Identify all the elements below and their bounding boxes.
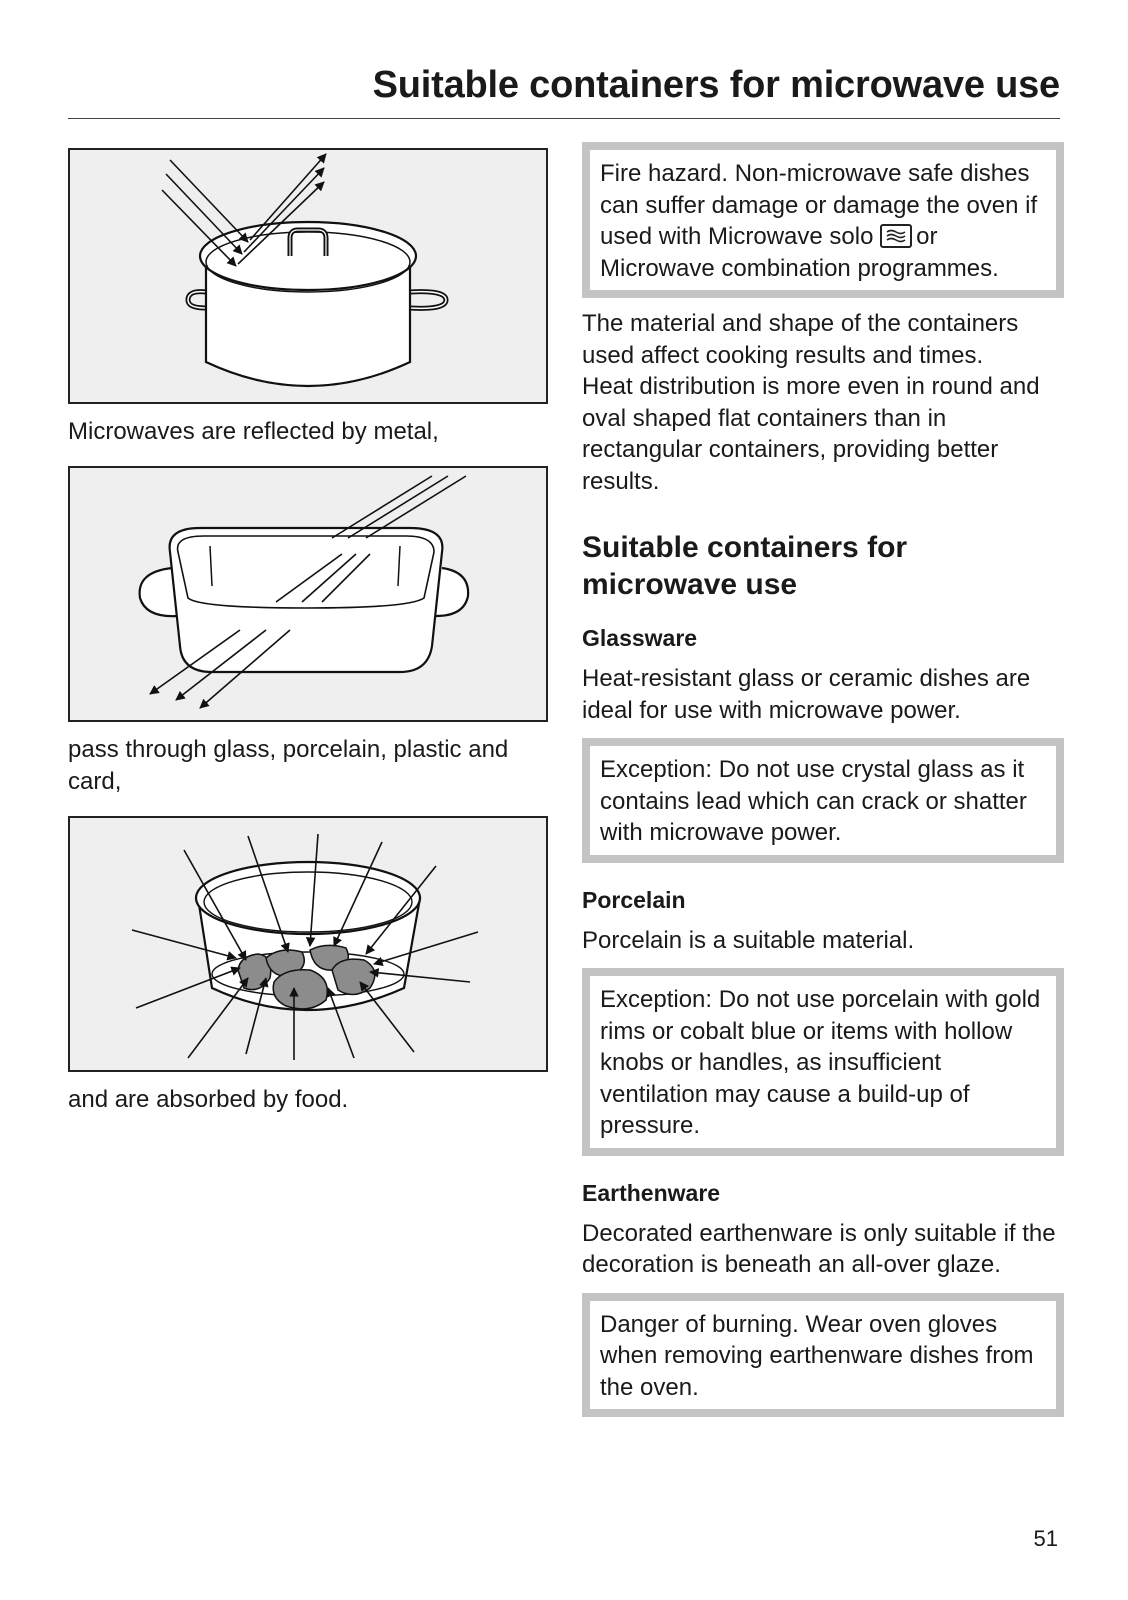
figure-food-bowl xyxy=(68,816,548,1072)
food-absorption-illustration xyxy=(70,818,546,1070)
page-title: Suitable containers for microwave use xyxy=(372,64,1060,106)
text-column xyxy=(582,142,1064,1417)
page-number: 51 xyxy=(1033,1526,1058,1551)
figure-metal-pot xyxy=(68,148,548,404)
page-header xyxy=(68,60,1060,119)
glassware-exception-text: Exception: Do not use crystal glass as it contains lead which can crack or shatter with microwave power. xyxy=(600,756,1027,846)
fire-hazard-text-2: or Microwave combination programmes. xyxy=(600,223,999,282)
glassware-exception-note xyxy=(582,738,1064,863)
porcelain-exception-note xyxy=(582,968,1064,1156)
glass-dish-transmission-illustration xyxy=(70,468,546,720)
microwave-solo-icon xyxy=(880,224,912,248)
glassware-heading: Glassware xyxy=(582,625,698,651)
figure-caption-glass: pass through glass, porcelain, plastic and card, xyxy=(68,736,509,795)
porcelain-exception-text: Exception: Do not use porcelain with gold rims or cobalt blue or items with hollow knobs or handles, as insufficient ventilation may cause a build-up of pressure. xyxy=(600,986,1041,1139)
burning-warning-note xyxy=(582,1293,1064,1418)
earthenware-text: Decorated earthenware is only suitable if the decoration is beneath an all-over glaze. xyxy=(582,1219,1056,1278)
fire-hazard-warning xyxy=(582,142,1064,298)
earthenware-heading: Earthenware xyxy=(582,1179,721,1206)
glassware-text: Heat-resistant glass or ceramic dishes are ideal for use with microwave power. xyxy=(582,665,1031,724)
illustrations-column xyxy=(68,148,552,1134)
burning-warning-text: Danger of burning. Wear oven gloves when removing earthenware dishes from the oven. xyxy=(600,1310,1034,1401)
figure-glass-dish xyxy=(68,466,548,722)
metal-pot-reflection-illustration xyxy=(70,150,546,402)
fire-hazard-text-1: Fire hazard. Non-microwave safe dishes can suffer damage or damage the oven if used with Microwave solo xyxy=(600,160,1038,250)
intro-paragraph-2: Heat distribution is more even in round and oval shaped flat containers than in rectangular containers, providing better results. xyxy=(582,373,1040,495)
figure-caption-food: and are absorbed by food. xyxy=(68,1086,349,1113)
figure-caption-metal: Microwaves are reflected by metal, xyxy=(68,418,439,445)
intro-paragraph-1: The material and shape of the containers used affect cooking results and times. xyxy=(582,310,1019,369)
porcelain-heading: Porcelain xyxy=(582,886,686,913)
section-title: Suitable containers for microwave use xyxy=(582,531,908,601)
porcelain-text: Porcelain is a suitable material. xyxy=(582,926,915,954)
